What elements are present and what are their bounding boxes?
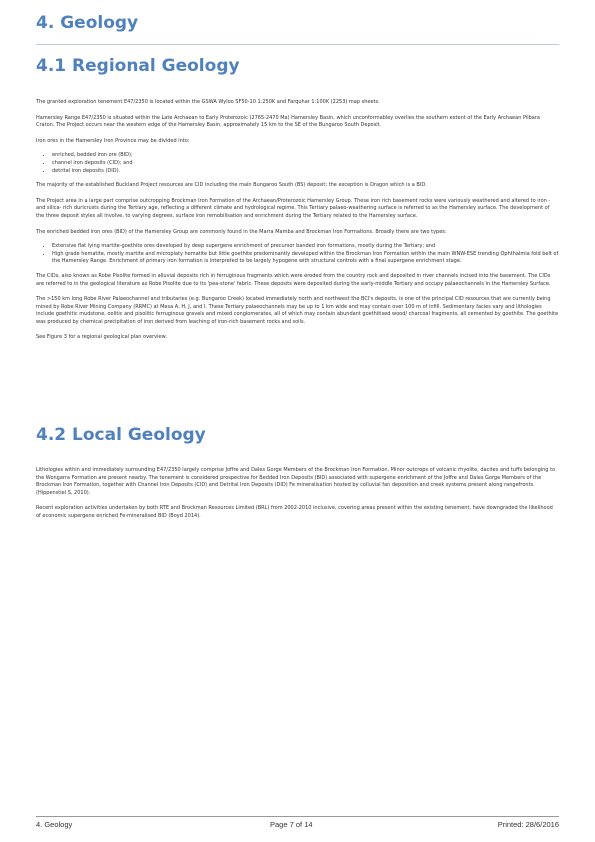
page-footer — [36, 816, 559, 829]
section-heading-local: 4.2 Local Geology — [36, 425, 206, 445]
footer-printed-date: Printed: 28/6/2016 — [497, 820, 559, 829]
footer-section: 4. Geology — [36, 820, 73, 829]
list-item: • High grade hematite, mostly martite and microplaty hematite but little goethite predominantly developed within the Brockman Iron Formation within the main WNW-ESE trending Ophthalmia fold belt of the Hamersley Range. Enrichment of primary iron formation is interpreted to be largely hypogene with structural controls with a final supergene enrichment stage. — [52, 251, 559, 266]
bid-types-list — [36, 243, 559, 266]
paragraph: See Figure 3 for a regional geological plan overview. — [36, 334, 167, 341]
paragraph: Iron ores in the Hamersley Iron Province may be divided into: — [36, 137, 190, 144]
list-item: • channel iron deposits (CID); and — [52, 160, 559, 168]
footer-page-number: Page 7 of 14 — [270, 820, 313, 829]
paragraph: The granted exploration tenement E47/2350 is located within the GSWA Wyloo SF50-10 1:250K and Farquhar 1:100K (2253) map sheets. — [36, 99, 380, 105]
list-item: • detrital iron deposits (DID). — [52, 168, 559, 176]
section-heading-regional: 4.1 Regional Geology — [36, 56, 240, 76]
paragraph: Lithologies within and immediately surrounding E47/2350 largely comprise Joffre and Dales Gorge Members of the Brockman Iron Formation. Minor outcrops of volcanic rhyolite, dacites and tuffs belonging to the Wongarra Formation are present nearby. The tenement is considered prospective for Bedded Iron Deposits (BID) associated with supergene enrichment of the Joffre and Dales Gorge Members of the Brockman Iron Formation, together with Channel Iron Deposits (CID) and Detrital Iron Deposits (DID) Fe mineralisation hosted by colluvial fan deposition and creek systems present along rangefronts. (Hippenstiel S, 2010). — [36, 467, 556, 496]
paragraph: The enriched bedded iron ores (BID) of the Hamersley Group are commonly found in the Marra Mamba and Brockman Iron Formations. Broadly there are two types: — [36, 228, 447, 235]
chapter-heading: 4. Geology — [36, 13, 139, 33]
local-geology-body — [36, 467, 559, 521]
heading-rule — [36, 44, 559, 45]
list-item: • Extensive flat lying martite-goethite ores developed by deep supergene enrichment of precursor banded iron formations, mostly during the Tertiary; and — [52, 243, 559, 251]
paragraph: Hamersley Range E47/2350 is situated within the Late Archaean to Early Proterozoic (2765-2470 Ma) Hamersley Basin, which unconformabley overlies the southern extent of the Early Archaean Pilbara Craton. The Project occurs near the western edge of the Hamersley Basin, approximately 15 km to the SE of the Bungaroo South Deposit. — [36, 114, 540, 129]
paragraph: Recent exploration activities undertaken by both RTE and Brockman Resources Limited (BRL) from 2002-2010 inclusive, covering areas present within the existing tenement, have downgraded the likelihood of economic supergene enriched Fe-mineralised BID (Boyd 2014). — [36, 505, 553, 519]
list-item: • enriched, bedded iron ore (BID); — [52, 152, 559, 160]
paragraph: The CIDs, also known as Robe Pisolite formed in alluvial deposits rich in ferruginous fragments which were eroded from the country rock and deposited in river channels incised into the basement. The CIDs are referred to in the geological literature as Robe Pisolite due to its 'pea-stone' fabric. These deposits were deposited during the early-middle Tertiary and occupy palaeochannels in the Hamersley Surface. — [36, 272, 551, 287]
paragraph: The majority of the established Buckland Project resources are CID including the main Bungaroo South (BS) deposit; the exception is Dragon which is a BID. — [36, 182, 427, 189]
iron-ore-types-list — [36, 152, 559, 175]
paragraph: The Project area in a large part comprise outcropping Brockman Iron Formation of the Archaean/Proterozoic Hamersley Group. These iron rich basement rocks were variously weathered and altered to iron - and silica- rich duricrusts during the Tertiary age, reflecting a different climate and hydrological regime. This Tertiary palaeo-weathering surface is referred to as the Hamersley surface. The development of the three deposit styles all involve, to varying degrees, surface iron remobilisation and enrichment during the Tertiary related to the Hamersley surface. — [36, 197, 551, 219]
regional-geology-body — [36, 99, 559, 342]
paragraph: The >150 km long Robe River Palaeochannel and tributaries (e.g. Bungaroo Creek) located immediately north and northwest the BCI's deposits, is one of the principal CID resources that are currently being mined by Robe River Mining Company (RRMC) at Mesa A, H, J, and I. These Tertiary palaeochannels may be up to 1 km wide and may contain over 100 m of infill. Sedimentary facies vary and lithologies include goethitic mudstone, oolitic and pisolitic ferruginous gravels and mixed conglomerates, all of which may contain abundant goethitised wood/ charcoal fragments, all cemented by goethite. The goethite was produced by chemical precipitation of iron derived from leaching of iron-rich basement rocks and soils. — [36, 296, 559, 325]
